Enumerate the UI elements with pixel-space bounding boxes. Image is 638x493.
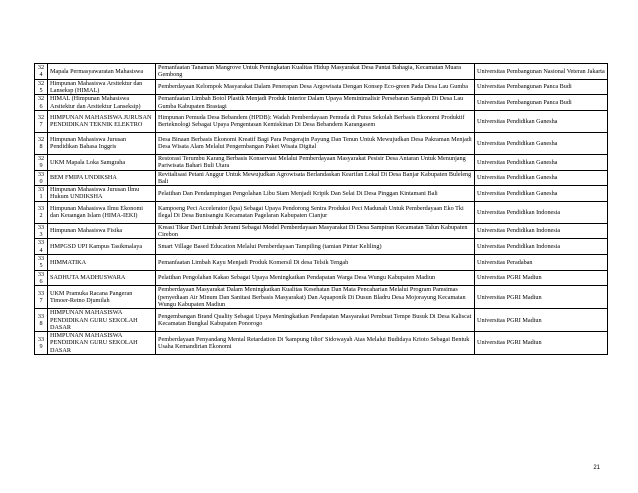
program-title: Pelatihan Dan Pendampingan Pengolahan Libu Siam Menjadi Kripik Dan Selai Di Desa Pinggan Kintamani Bali [156,186,475,202]
university-name: Universitas Pendidikan Ganesha [475,154,608,170]
program-title: Revitalisasi Petani Anggur Untuk Mewujudkan Agrowisata Berlandaskan Kearifan Lokal Di Desa Banjar Kabupaten Buleleng Bali [156,170,475,186]
row-number: 325 [35,79,48,95]
university-name: Universitas PGRI Madiun [475,270,608,286]
table-row [35,170,608,186]
row-number: 337 [35,286,48,309]
organization-name: HIMMATIKA [48,255,156,271]
organization-name: HIMPUNAN MAHASISWA JURUSAN PENDIDIKAN TEKNIK ELEKTRO [48,110,156,132]
row-number: 328 [35,132,48,154]
university-name: Universitas Pendidikan Indonesia [475,239,608,255]
organization-name: Mapala Permasyawaratan Mahasiswa [48,64,156,80]
page-number: 21 [593,465,600,471]
row-number: 339 [35,332,48,355]
organization-name: Himpunan Mahasiswa Fisika [48,223,156,239]
table-row [35,95,608,111]
table-row [35,255,608,271]
row-number: 335 [35,255,48,271]
university-name: Universitas Pendidikan Ganesha [475,110,608,132]
table-row [35,223,608,239]
program-title: Pengembangan Brand Quality Sebagai Upaya Meningkatkan Pendapatan Masyarakat Pembuat Tempe Busuk Di Desa Kaliscat Kecamatan Bungkal Kabupaten Ponorogo [156,309,475,332]
organization-name: BEM FMIPA UNDIKSHA [48,170,156,186]
program-title: Smart Village Based Education Melalui Pemberdayaan Tampiling (tamian Pintar Keliling) [156,239,475,255]
university-name: Universitas PGRI Madiun [475,332,608,355]
row-number: 338 [35,309,48,332]
organization-name: UKM Pramuka Racana Pangeran Timoer-Retno Djumilah [48,286,156,309]
table-row [35,309,608,332]
program-title: Pemberdayaan Kelompok Masyarakat Dalam Penerapan Desa Argowisata Dengan Konsep Eco-green Pada Desa Lau Gumba [156,79,475,95]
organization-name: Himpunan Mahasiswa Ilmu Ekonomi dan Keuangan Islam (HIMA-IEKI) [48,201,156,223]
table-row [35,79,608,95]
row-number: 326 [35,95,48,111]
university-name: Universitas Pendidikan Ganesha [475,170,608,186]
table-row [35,154,608,170]
table-row [35,186,608,202]
program-title: Pemanfaatan Limbah Botol Plastik Menjadi Produk Interior Dalam Upaya Meminimalisir Persebaran Sampah Di Desa Lau Gumba Kabupaten Brastagi [156,95,475,111]
table-row [35,110,608,132]
row-number: 333 [35,223,48,239]
row-number: 332 [35,201,48,223]
university-name: Universitas Pendidikan Indonesia [475,201,608,223]
program-table-body [35,64,608,355]
program-table [34,63,608,355]
program-title: Pemberdayaan Masyarakat Dalam Meningkatkan Kualitas Kesehatan Dan Mata Pencaharian Melalui Program Pamsimas (penyediaan Air Minum Dan Sanitasi Berbasis Masyarakat) Dan Aquaponik Di Dusun Bladru Desa Mojorayung Kecamatan Wungu Kabupaten Madiun [156,286,475,309]
row-number: 324 [35,64,48,80]
table-row [35,201,608,223]
organization-name: HIMPUNAN MAHASISWA PENDIDIKAN GURU SEKOLAH DASAR [48,332,156,355]
university-name: Universitas Pendidikan Ganesha [475,132,608,154]
row-number: 336 [35,270,48,286]
program-title: Restorasi Terumbu Karang Berbasis Konservasi Melalui Pemberdayaan Masyarakat Pesisir Desa Antaran Untuk Menunjang Pariwisata Bahari Buli Utara [156,154,475,170]
university-name: Universitas PGRI Madiun [475,309,608,332]
organization-name: Himpunan Mahasiswa Arsitektur dan Lanseksp (HIMAL) [48,79,156,95]
program-title: Pemberdayaan Penyandang Mental Retardation Di 'kampung Idiot' Sidowayah Atas Melalui Budidaya Krioto Sebagai Bentuk Usaha Kemandirian Ekonomi [156,332,475,355]
organization-name: SADHUTA MADHUSWARA [48,270,156,286]
organization-name: HMPGSD UPI Kampus Tasikmalaya [48,239,156,255]
university-name: Universitas Peradaban [475,255,608,271]
program-title: Pelatihan Pengolahan Kakao Sebagai Upaya Meningkatkan Pendapatan Warga Desa Wungu Kabupaten Madiun [156,270,475,286]
program-title: Himpunan Pemuda Desa Bebandem (HPDB): Wadah Pemberdayaan Pemuda di Putus Sekolah Berbasis Ekonomi Produktif Berteknologi Sebagai Upaya Pengentasan Kemiskinan Di Desa Bebandem Karangasem [156,110,475,132]
program-title: Desa Binaan Berbasis Ekonomi Kreatif Bagi Para Pengerajin Payung Dan Tenun Untuk Mewujudkan Desa Pakraman Menjadi Desa Wisata Alam Melalui Pengembangan Paket Wisata Digital [156,132,475,154]
university-name: Universitas Pendidikan Indonesia [475,223,608,239]
table-row [35,239,608,255]
university-name: Universitas Pembangunan Panca Budi [475,95,608,111]
university-name: Universitas Pembangunan Panca Budi [475,79,608,95]
organization-name: HIMPUNAN MAHASISWA PENDIDIKAN GURU SEKOLAH DASAR [48,309,156,332]
university-name: Universitas PGRI Madiun [475,286,608,309]
organization-name: Himpunan Mahasiswa Jurusan Ilmu Hukum UNDIKSHA [48,186,156,202]
program-title: Kreasi Tikar Dari Limbah Jerami Sebagai Model Pemberdayaan Masyarakat Di Desa Sampiran Kecamatan Talun Kabupaten Cirebon [156,223,475,239]
table-row [35,64,608,80]
organization-name: Himpunan Mahasiswa Jurusan Pendidikan Bahasa Inggris [48,132,156,154]
table-row [35,332,608,355]
university-name: Universitas Pendidikan Ganesha [475,186,608,202]
organization-name: HIMAL (Himpunan Mahasiswa Arsitektur dan Arsitektur Lanseksip) [48,95,156,111]
table-row [35,270,608,286]
row-number: 334 [35,239,48,255]
table-row [35,132,608,154]
table-row [35,286,608,309]
row-number: 327 [35,110,48,132]
university-name: Universitas Pembangunan Nasional Veteran Jakarta [475,64,608,80]
program-title: Kampoeng Peci Accelerator (kpa) Sebagai Upaya Pendorong Sentra Produksi Peci Madunah Untuk Pemberdayaan Eko Tki Ilegal Di Desa Bunisangiu Kecamatan Pagelaran Kabupaten Cianjur [156,201,475,223]
row-number: 329 [35,154,48,170]
organization-name: UKM Mapala Loka Samgraha [48,154,156,170]
row-number: 331 [35,186,48,202]
row-number: 330 [35,170,48,186]
program-title: Pemanfaatan Tanaman Mangrove Untuk Peningkatan Kualitas Hidup Masyarakat Desa Pantai Bahagia, Kecamatan Muara Gembong [156,64,475,80]
program-title: Pemanfaatan Limbah Kayu Menjadi Produk Komersil Di desa Telsik Tengah [156,255,475,271]
